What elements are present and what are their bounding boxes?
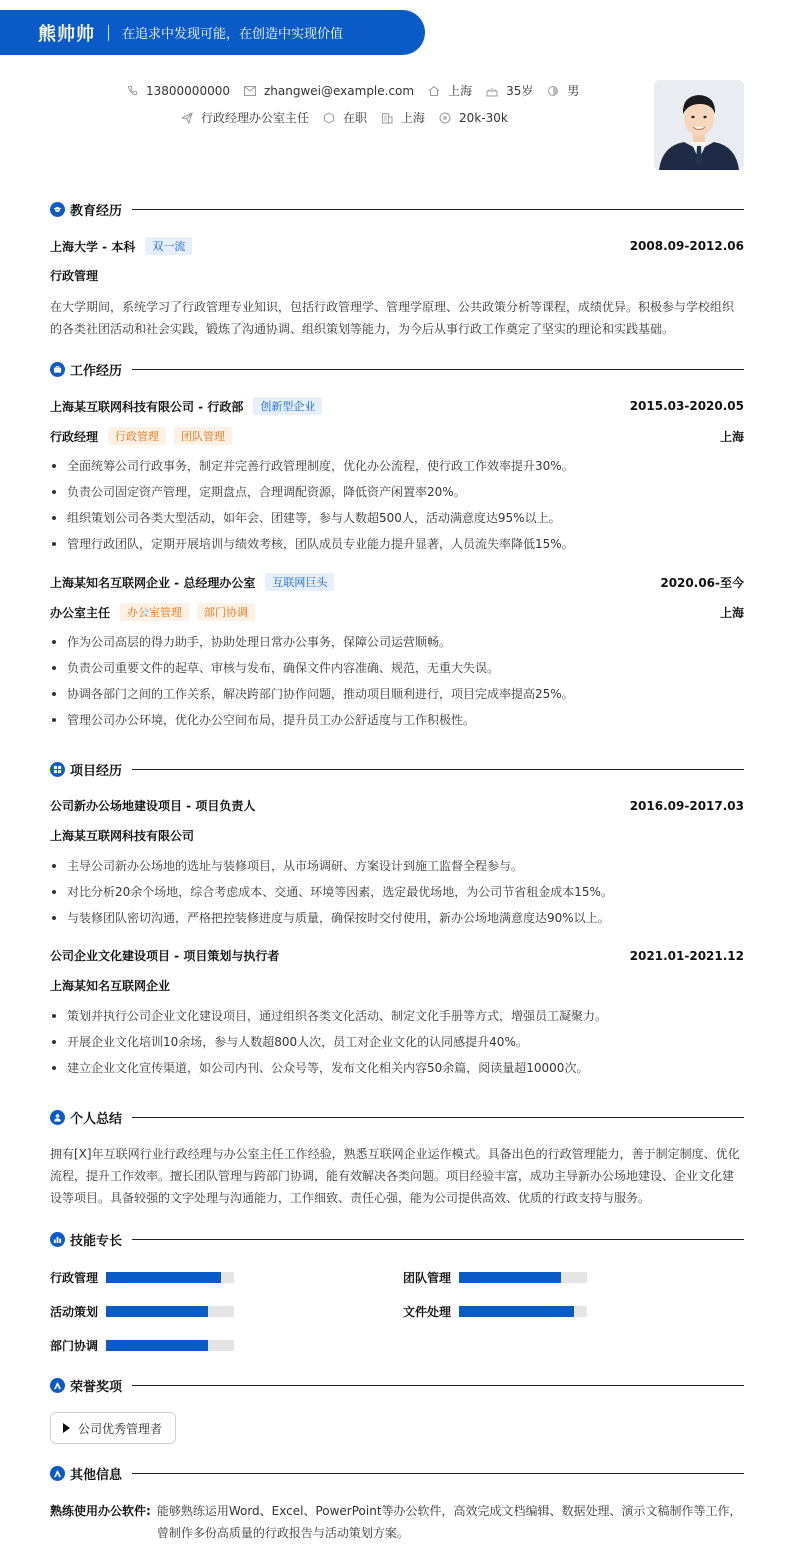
section-title: 个人总结 <box>70 1111 123 1127</box>
city-text: 上海 <box>448 84 473 98</box>
position-tag: 行政管理 <box>108 427 166 445</box>
skill-bar-fill <box>106 1272 221 1283</box>
skill-item <box>50 1337 234 1354</box>
education-row <box>50 237 744 255</box>
list-item: 对比分析20余个场地，综合考虑成本、交通、环境等因素，选定最优场地，为公司节省租金成本15%。 <box>50 879 744 905</box>
skill-bar-fill <box>459 1272 561 1283</box>
skill-name: 文件处理 <box>403 1305 452 1319</box>
work-1-header <box>50 397 744 415</box>
other-text: 能够熟练运用Word、Excel、PowerPoint等办公软件，高效完成文档编辑、数据处理、演示文稿制作等工作，曾制作多份高质量的行政报告与活动策划方案。 <box>156 1504 742 1540</box>
skill-name: 活动策划 <box>50 1305 99 1319</box>
section-honors-header <box>50 1375 744 1395</box>
salary-text: 20k-30k <box>459 110 508 125</box>
work-company: 上海某互联网科技有限公司 - 行政部 <box>50 399 244 414</box>
gender-text: 男 <box>567 84 580 98</box>
skill-name: 行政管理 <box>50 1271 99 1285</box>
project-1-bullets <box>50 853 744 931</box>
user-icon <box>50 1110 65 1125</box>
header-banner <box>0 10 425 55</box>
email-text: zhangwei@example.com <box>263 83 415 98</box>
section-title: 项目经历 <box>70 763 123 779</box>
status-icon <box>323 112 335 124</box>
work-2-position-row <box>50 603 744 621</box>
briefcase-icon <box>50 362 65 377</box>
skill-bar <box>459 1272 587 1283</box>
target-position-text: 行政经理办公室主任 <box>201 111 310 125</box>
age-icon <box>486 85 498 97</box>
skill-bar <box>106 1306 234 1317</box>
other-label: 熟练使用办公软件: <box>50 1504 151 1518</box>
list-item: 建立企业文化宣传渠道，如公司内刊、公众号等，发布文化相关内容50余篇，阅读量超10000次。 <box>50 1055 744 1081</box>
list-item: 组织策划公司各类大型活动，如年会、团建等，参与人数超500人，活动满意度达95%以上。 <box>50 505 744 531</box>
work-date: 2015.03-2020.05 <box>629 399 744 413</box>
skill-bar <box>106 1272 234 1283</box>
work-position: 行政经理 <box>50 429 99 444</box>
skill-name: 部门协调 <box>50 1339 99 1353</box>
info-age <box>486 82 533 99</box>
phone-icon <box>126 85 138 97</box>
skill-item <box>50 1269 234 1286</box>
status-text: 在职 <box>343 111 368 125</box>
section-skills-header <box>50 1229 744 1249</box>
project-date: 2016.09-2017.03 <box>629 798 744 813</box>
skill-bar <box>459 1306 587 1317</box>
section-divider <box>132 1385 744 1386</box>
work-company: 上海某知名互联网企业 - 总经理办公室 <box>50 575 256 590</box>
list-item: 策划并执行公司企业文化建设项目，通过组织各类文化活动、制定文化手册等方式，增强员工凝聚力。 <box>50 1003 744 1029</box>
award-badge <box>50 1412 176 1444</box>
work-2-header <box>50 573 744 591</box>
age-text: 35岁 <box>506 84 534 98</box>
target-city-text: 上海 <box>401 111 426 125</box>
position-tag: 团队管理 <box>174 427 232 445</box>
project-org: 上海某互联网科技有限公司 <box>50 829 195 843</box>
candidate-slogan: 在追求中发现可能，在创造中实现价值 <box>122 27 344 42</box>
building-icon <box>381 112 393 124</box>
project-date: 2021.01-2021.12 <box>629 948 744 963</box>
section-title: 技能专长 <box>70 1233 123 1249</box>
project-org: 上海某知名互联网企业 <box>50 979 171 993</box>
graduation-cap-icon <box>50 202 65 217</box>
info-phone <box>126 84 230 98</box>
work-position: 办公室主任 <box>50 605 111 620</box>
position-tag: 部门协调 <box>197 603 255 621</box>
project-2-bullets <box>50 1003 744 1081</box>
list-item: 与装修团队密切沟通，严格把控装修进度与质量，确保按时交付使用，新办公场地满意度达90%以上。 <box>50 905 744 931</box>
list-item: 主导公司新办公场地的选址与装修项目，从市场调研、方案设计到施工监督全程参与。 <box>50 853 744 879</box>
work-location: 上海 <box>719 605 744 620</box>
work-location: 上海 <box>719 429 744 444</box>
info-city <box>428 82 472 99</box>
work-1-position-row <box>50 427 744 445</box>
position-tag: 办公室管理 <box>120 603 189 621</box>
work-1-bullets <box>50 453 744 557</box>
section-divider <box>132 1117 744 1118</box>
basic-info-row-1 <box>126 82 593 99</box>
skill-name: 团队管理 <box>403 1271 452 1285</box>
list-item: 协调各部门之间的工作关系，解决跨部门协作问题，推动项目顺利进行，项目完成率提高25%。 <box>50 681 744 707</box>
project-title: 公司企业文化建设项目 - 项目策划与执行者 <box>50 949 280 963</box>
section-divider <box>132 1239 744 1240</box>
project-2-header <box>50 947 744 964</box>
company-tag: 互联网巨头 <box>265 573 334 591</box>
skill-bar <box>106 1340 234 1351</box>
education-date: 2008.09-2012.06 <box>629 239 744 253</box>
skill-item <box>403 1303 587 1320</box>
info-icon <box>50 1466 65 1481</box>
section-work-header <box>50 359 744 379</box>
info-target-position <box>181 109 309 126</box>
phone-text: 13800000000 <box>146 83 230 98</box>
other-info-row <box>50 1500 744 1544</box>
skill-bar-fill <box>106 1306 208 1317</box>
home-icon <box>428 85 440 97</box>
section-divider <box>132 369 744 370</box>
list-item: 负责公司重要文件的起草、审核与发布，确保文件内容准确、规范，无重大失误。 <box>50 655 744 681</box>
profile-photo <box>654 80 744 170</box>
section-title: 工作经历 <box>70 363 123 379</box>
summary-text: 拥有[X]年互联网行业行政经理与办公室主任工作经验，熟悉互联网企业运作模式。具备出色的行政管理能力，善于制定制度、优化流程，提升工作效率。擅长团队管理与跨部门协调，能有效解决各类问题。项目经验丰富，成功主导新办公场地建设、企业文化建设等项目。具备较强的文字处理与沟通能力，工作细致、责任心强，能为公司提供高效、优质的行政支持与服务。 <box>50 1147 740 1205</box>
candidate-name: 熊帅帅 <box>38 23 95 45</box>
skill-bar-fill <box>106 1340 208 1351</box>
school-tag: 双一流 <box>145 237 192 255</box>
work-date: 2020.06-至今 <box>660 575 744 590</box>
section-divider <box>132 209 744 210</box>
list-item: 负责公司固定资产管理，定期盘点，合理调配资源，降低资产闲置率20%。 <box>50 479 744 505</box>
send-icon <box>181 112 193 124</box>
list-item: 管理行政团队，定期开展培训与绩效考核，团队成员专业能力提升显著，人员流失率降低15%。 <box>50 531 744 557</box>
education-major-row <box>50 267 744 284</box>
basic-info-row-2 <box>181 109 522 126</box>
school-name: 上海大学 - 本科 <box>50 239 136 254</box>
skill-bar-fill <box>459 1306 574 1317</box>
list-item: 作为公司高层的得力助手，协助处理日常办公事务，保障公司运营顺畅。 <box>50 629 744 655</box>
list-item: 开展企业文化培训10余场，参与人数超800人次，员工对企业文化的认同感提升40%。 <box>50 1029 744 1055</box>
award-icon <box>50 1378 65 1393</box>
section-other-header <box>50 1463 744 1483</box>
section-title: 教育经历 <box>70 203 123 219</box>
salary-icon <box>439 112 451 124</box>
award-name: 公司优秀管理者 <box>78 1421 163 1436</box>
grid-icon <box>50 762 65 777</box>
bar-chart-icon <box>50 1232 65 1247</box>
skill-item <box>50 1303 234 1320</box>
info-gender <box>547 82 579 99</box>
gender-icon <box>547 85 559 97</box>
email-icon <box>244 85 256 97</box>
education-description: 在大学期间，系统学习了行政管理专业知识，包括行政管理学、管理学原理、公共政策分析等课程，成绩优异。积极参与学校组织的各类社团活动和社会实践，锻炼了沟通协调、组织策划等能力，为今后从事行政工作奠定了坚实的理论和实践基础。 <box>50 300 735 336</box>
project-1-org-row <box>50 827 744 844</box>
work-2-bullets <box>50 629 744 733</box>
section-title: 其他信息 <box>70 1467 123 1483</box>
banner-divider <box>108 25 109 41</box>
company-tag: 创新型企业 <box>253 397 322 415</box>
info-salary <box>439 111 508 125</box>
project-2-org-row <box>50 977 744 994</box>
project-1-header <box>50 797 744 814</box>
project-title: 公司新办公场地建设项目 - 项目负责人 <box>50 799 256 813</box>
section-summary-header <box>50 1107 744 1127</box>
triangle-right-icon <box>63 1423 70 1433</box>
skill-item <box>403 1269 587 1286</box>
section-project-header <box>50 759 744 779</box>
section-education-header <box>50 199 744 219</box>
info-target-city <box>381 109 425 126</box>
info-email <box>244 84 414 98</box>
section-divider <box>132 1473 744 1474</box>
info-status <box>323 109 367 126</box>
list-item: 管理公司办公环境，优化办公空间布局，提升员工办公舒适度与工作积极性。 <box>50 707 744 733</box>
section-divider <box>132 769 744 770</box>
list-item: 全面统筹公司行政事务，制定并完善行政管理制度，优化办公流程，使行政工作效率提升30%。 <box>50 453 744 479</box>
major-name: 行政管理 <box>50 269 99 283</box>
section-title: 荣誉奖项 <box>70 1379 123 1395</box>
